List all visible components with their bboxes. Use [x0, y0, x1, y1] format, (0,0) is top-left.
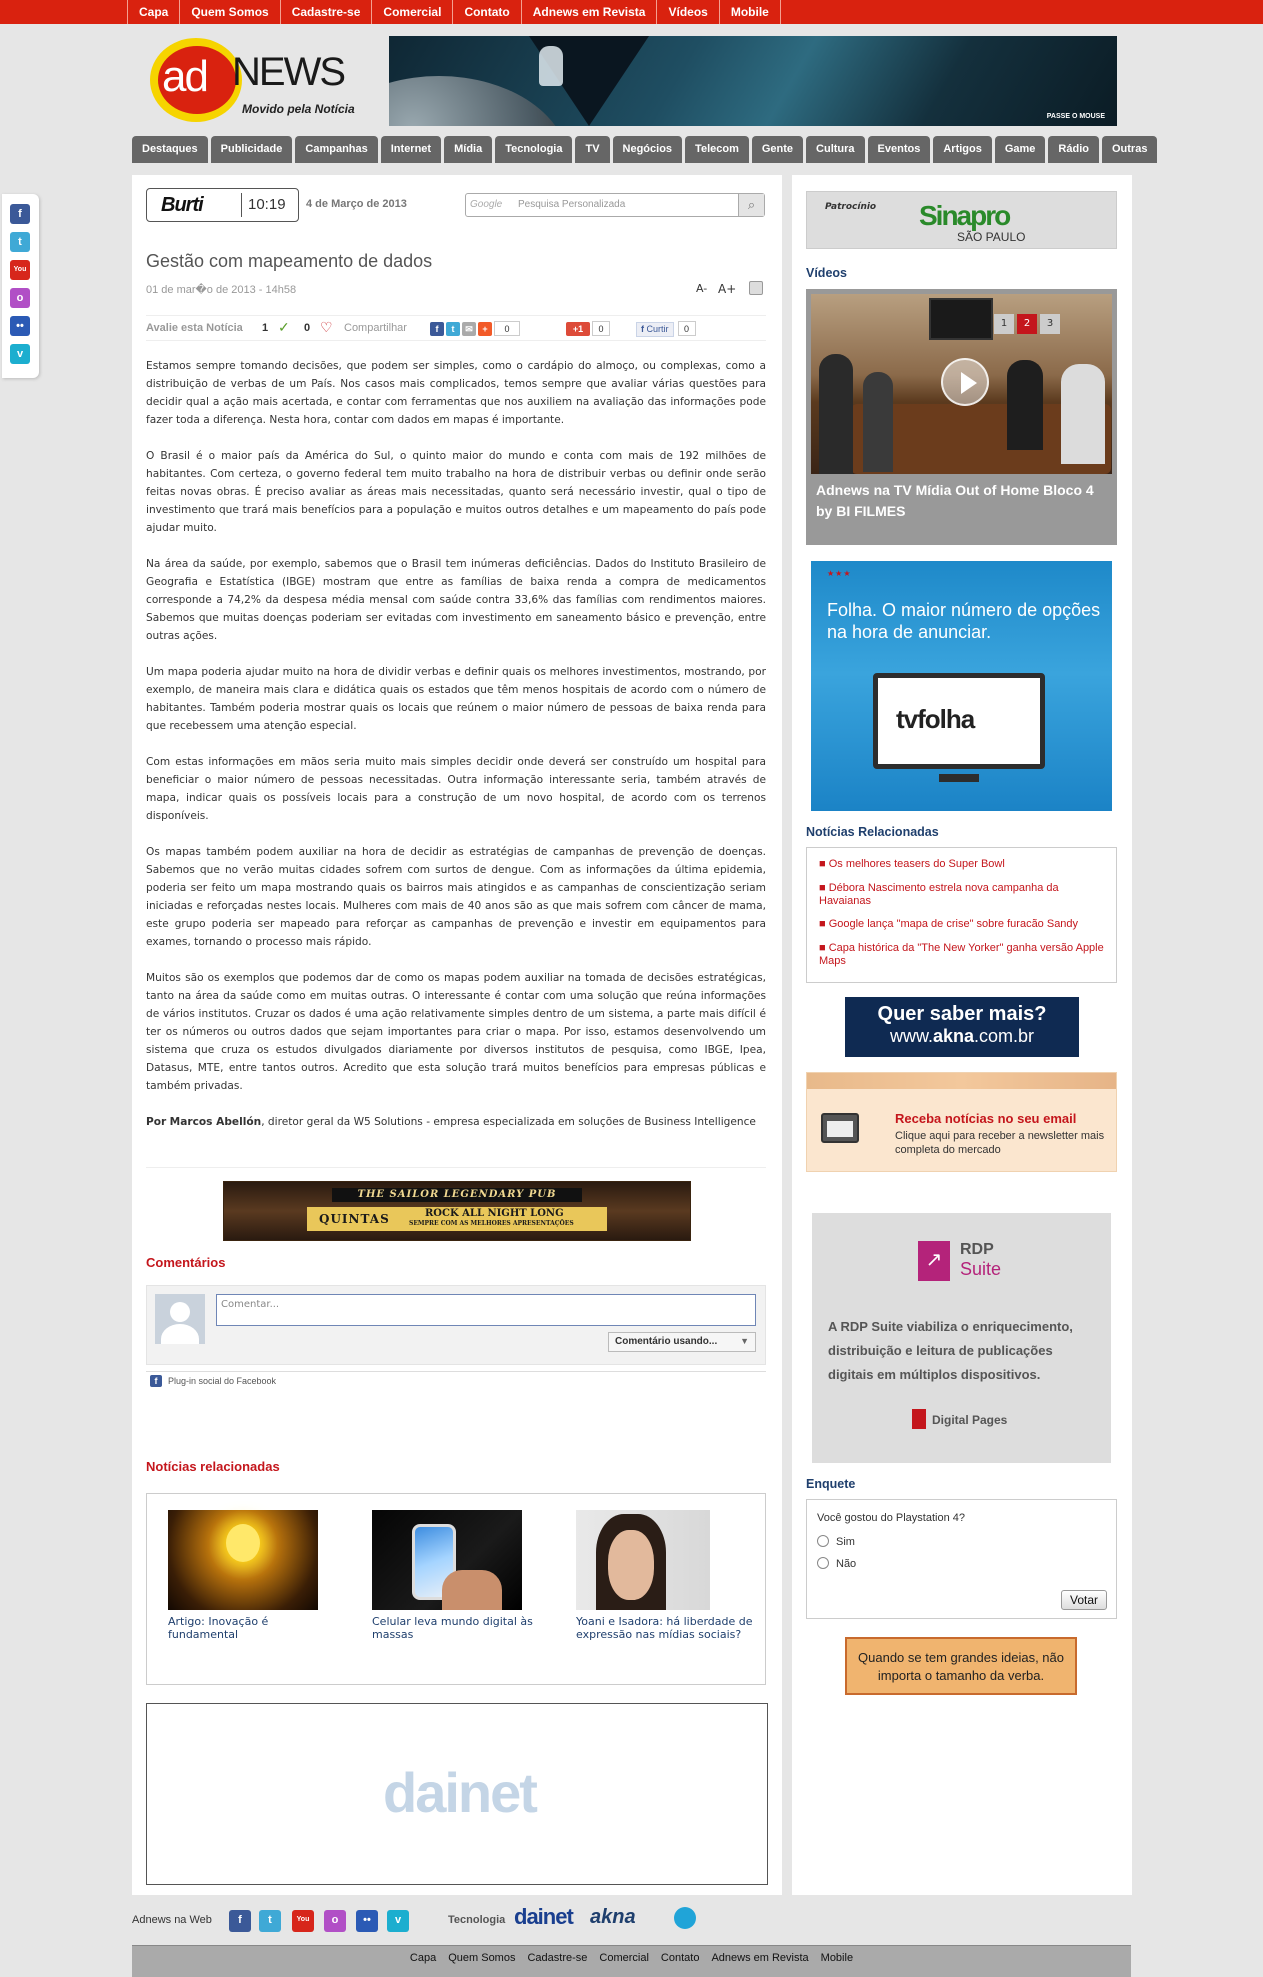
search-icon[interactable]: ⌕ [738, 194, 764, 216]
logo-ad: ad [162, 52, 207, 101]
rdp-text: A RDP Suite viabiliza o enriquecimento, distribuição e leitura de publicações digitais em múltiplos dispositivos. [828, 1319, 1073, 1382]
avatar-head [170, 1302, 190, 1322]
author-prefix: Por [146, 1116, 167, 1128]
pub-banner-ad[interactable] [223, 1181, 691, 1241]
fb-plugin-row [146, 1371, 766, 1387]
video-widget [806, 289, 1117, 545]
related-sidebar-link: Capa histórica da "The New Yorker" ganha versão Apple Maps [819, 942, 1104, 967]
share-email-icon[interactable]: ✉ [462, 322, 476, 336]
person-shape [819, 354, 853, 474]
comment-using-label: Comentário usando... [615, 1336, 718, 1347]
bullet-icon: ■ [819, 918, 829, 930]
footer-link-capa[interactable]: Capa [409, 1952, 437, 1964]
sinapro-logo: Sinapro [919, 200, 1010, 231]
footer-link-contato[interactable]: Contato [660, 1952, 700, 1964]
cat-midia[interactable]: Mídia [444, 136, 492, 163]
footer-vimeo-icon[interactable]: v [387, 1910, 409, 1932]
person-shape [1061, 364, 1105, 464]
likes-count: 1 [262, 322, 269, 334]
bullet-icon: ■ [819, 858, 829, 870]
cat-radio[interactable]: Rádio [1048, 136, 1099, 163]
video-title[interactable]: Adnews na TV Mídia Out of Home Bloco 4 by BI FILMES [816, 482, 1094, 519]
share-facebook-icon[interactable]: f [430, 322, 444, 336]
facebook-small-icon: f [150, 1375, 162, 1387]
pub-strip [307, 1207, 607, 1231]
chevron-down-icon: ▼ [740, 1336, 749, 1346]
adnews-logo[interactable] [146, 34, 356, 128]
banner-hint: PASSE O MOUSE [1046, 113, 1105, 120]
footer-dainet-logo[interactable]: dainet [514, 1904, 573, 1929]
pub-subtagline: SEMPRE COM AS MELHORES APRESENTAÇÕES [409, 1220, 574, 1227]
top-nav [127, 0, 781, 24]
bullet-icon: ■ [819, 882, 829, 894]
article-meta: 01 de mar�o de 2013 - 14h58 [146, 284, 297, 296]
burti-logo: Burti [161, 194, 203, 216]
footer-partner-icon[interactable] [674, 1907, 696, 1929]
akna-ad[interactable] [845, 997, 1079, 1057]
category-nav [132, 136, 1157, 163]
related-bottom-item[interactable]: Celular leva mundo digital às massas [372, 1615, 533, 1641]
person-shape [1007, 360, 1043, 450]
top-nav-mobile[interactable]: Mobile [719, 0, 781, 24]
font-larger-button[interactable]: A+ [718, 282, 737, 296]
newsletter-header-strip [807, 1073, 1116, 1089]
sponsor-box[interactable] [806, 191, 1117, 249]
rate-label: Avalie esta Notícia [146, 322, 243, 334]
play-triangle [961, 372, 977, 394]
ideas-ad[interactable]: Quando se tem grandes ideias, não importa o tamanho da verba. [845, 1637, 1077, 1695]
avatar-body [161, 1324, 199, 1344]
video-page-button[interactable]: 1 [994, 314, 1014, 334]
divider [146, 1167, 766, 1168]
twitter-icon[interactable]: t [10, 232, 30, 252]
related-image-phone[interactable] [372, 1510, 522, 1610]
related-sidebar-item[interactable] [819, 858, 1109, 871]
print-icon[interactable] [749, 281, 763, 295]
footer-web-label: Adnews na Web [132, 1914, 212, 1926]
akna-url [845, 1026, 1079, 1047]
related-sidebar-link: Os melhores teasers do Super Bowl [828, 858, 1005, 870]
cat-destaques[interactable]: Destaques [132, 136, 208, 163]
facebook-icon[interactable]: f [10, 204, 30, 224]
article-actions [146, 315, 766, 341]
sponsor-label: Patrocínio [825, 202, 877, 212]
gplus-count: 0 [592, 321, 610, 336]
tv-screen-shape [873, 673, 1045, 769]
fb-like-label: Curtir [646, 324, 669, 334]
related-sidebar-link: Débora Nascimento estrela nova campanha da Havaianas [819, 882, 1059, 907]
cat-negocios[interactable]: Negócios [613, 136, 683, 163]
poll-question: Você gostou do Playstation 4? [817, 1512, 965, 1524]
article-paragraph: O Brasil é o maior país da América do Sul, o quinto maior do mundo e conta com mais de 192 milhões de habitantes. Com certeza, o governo federal tem muito trabalho na hora de distribuir verbas ou definir onde serão feitas novas obras. É preciso avaliar as áreas mais necessitadas, quanto será necessário investir, qual o tipo de investimento que trará mais benefícios para a população e muitos outros detalhes e um mapeamento do país pode ajudar muito. [146, 450, 766, 534]
cat-internet[interactable]: Internet [381, 136, 441, 163]
astronaut-shape [539, 46, 563, 86]
top-nav-comercial[interactable]: Comercial [371, 0, 452, 24]
related-bottom-heading: Notícias relacionadas [146, 1459, 280, 1474]
logo-tagline: Movido pela Notícia [242, 102, 355, 116]
fb-like-button[interactable] [636, 322, 674, 337]
article-paragraph: Um mapa poderia ajudar muito na hora de dividir verbas e definir quais os melhores investimentos, mostrando, por exemplo, de maneira mais clara e didática quais os estados que têm menos hospitais de acordo com o número de habitantes. Também poderia mostrar quais os locais que reúnem o maior número de pessoas de baixa renda para que recebessem uma atenção especial. [146, 666, 766, 732]
dainet-ad[interactable] [146, 1703, 768, 1885]
tvfolha-brand: tvfolha [896, 704, 975, 734]
logo-news: NEWS [232, 50, 344, 94]
font-smaller-button[interactable]: A- [696, 282, 708, 295]
footer-orkut-icon[interactable]: o [324, 1910, 346, 1932]
digital-pages-label: Digital Pages [932, 1413, 1008, 1427]
article-paragraph: Na área da saúde, por exemplo, sabemos que o Brasil tem inúmeras deficiências. Dados do Instituto Brasileiro de Geografia e Estatística (IBGE) mostram que entre as famílias de baixa renda a compra de medicamentos corresponde a 74,2% da despesa média mensal com saúde contra 33,6% das famílias com rendimentos maiores. Sabemos que muitas doenças poderiam ser evitadas com investimento em saneamento básico e prevenção, entre outras ações. [146, 558, 766, 642]
pub-day: QUINTAS [319, 1212, 390, 1226]
top-nav-videos[interactable]: Vídeos [656, 0, 718, 24]
footer-facebook-icon[interactable]: f [229, 1910, 251, 1932]
video-thumbnail[interactable] [811, 294, 1112, 474]
folha-ad[interactable] [811, 561, 1112, 811]
envelope-paper [827, 1121, 853, 1137]
side-social-bar [2, 194, 39, 378]
poll-heading: Enquete [806, 1477, 856, 1491]
poll-radio-nao[interactable] [817, 1557, 829, 1569]
video-pager [994, 314, 1060, 334]
author-name: Marcos Abellón [169, 1116, 262, 1128]
vimeo-icon[interactable]: v [10, 344, 30, 364]
rdp-suite-ad[interactable] [812, 1213, 1111, 1463]
gplus-widget [566, 321, 610, 336]
cat-game[interactable]: Game [995, 136, 1046, 163]
cat-outras[interactable]: Outras [1102, 136, 1157, 163]
top-nav-cadastre-se[interactable]: Cadastre-se [280, 0, 372, 24]
tv-shape [929, 298, 993, 340]
comment-using-dropdown[interactable] [608, 1332, 756, 1352]
article-paragraph: Os mapas também podem auxiliar na hora de decidir as estratégias de campanhas de prevenção de doenças. Sabemos que no verão muitas cidades sofrem com surtos de dengue. Com as informações da última epidemia, poderia ser feito um mapa mostrando quais os bairros mais atingidos e as campanhas de conscientização seriam iniciadas e reforçadas nestes locais. Mulheres com mais de 40 anos são as que mais sofrem com câncer de mama, este grupo poderia ser mapeado para reforçar as campanhas de prevenção e investir em equipamentos para exames, tornando o processo mais rápido. [146, 846, 766, 948]
youtube-icon[interactable]: You [10, 260, 30, 280]
cat-telecom[interactable]: Telecom [685, 136, 749, 163]
video-page-button[interactable]: 2 [1017, 314, 1037, 334]
akna-url-brand: akna [932, 1026, 975, 1046]
related-image-portrait[interactable] [576, 1510, 710, 1610]
clock-divider [241, 193, 242, 217]
footer-twitter-icon[interactable]: t [259, 1910, 281, 1932]
cat-artigos[interactable]: Artigos [933, 136, 992, 163]
share-buttons [430, 321, 520, 336]
dainet-logo: dainet [383, 1761, 536, 1824]
footer-link-mobile[interactable]: Mobile [820, 1952, 854, 1964]
fb-like-icon: f [641, 324, 644, 334]
related-sidebar-link: Google lança "mapa de crise" sobre furacão Sandy [828, 918, 1079, 930]
related-sidebar-item[interactable] [819, 942, 1109, 968]
bullet-icon: ■ [819, 942, 829, 954]
sinapro-city: SÃO PAULO [957, 230, 1026, 244]
article-paragraph: Com estas informações em mãos seria muito mais simples decidir onde deverá ser construído um hospital para beneficiar o maior número de pessoas necessitadas. Outra informação interessante seria, também através de mapa, indicar quais os possíveis locais para a construção de um novo hospital, de acordo com os terrenos disponíveis. [146, 756, 766, 822]
digital-pages-icon [912, 1409, 926, 1429]
article-body [146, 357, 766, 1149]
footer-link-quem-somos[interactable]: Quem Somos [448, 1952, 516, 1964]
video-page-button[interactable]: 3 [1040, 314, 1060, 334]
related-bottom-box [146, 1493, 766, 1685]
article-paragraph: Muitos são os exemplos que podemos dar de como os mapas podem auxiliar na tomada de decisões estratégicas, tanto na área da saúde como em muitas outras. O interessante é contar com uma solução que reúna informações de vários institutos. Cruzar os dados é uma ação relativamente simples dentro de um sistema, a parte mais difícil é ter os números ou outros dados que sejam importantes para criar o mapa. Por isso, estamos desenvolvendo um sistema que cruza os estudos divulgados diariamente por diversos institutos de pesquisa, como IBGE, Ipea, Datasus, MTE, entre tantos outros. Acredito que esta solução trará muitos benefícios para empresas públicas e também privadas. [146, 972, 766, 1092]
cat-publicidade[interactable]: Publicidade [211, 136, 293, 163]
top-nav-contato[interactable]: Contato [452, 0, 520, 24]
burti-clock [146, 188, 299, 222]
poll-option-label: Sim [836, 1536, 855, 1548]
vote-button[interactable]: Votar [1061, 1590, 1107, 1610]
footer-youtube-icon[interactable]: You [292, 1910, 314, 1932]
footer-flickr-icon[interactable]: •• [356, 1910, 378, 1932]
face-shape [608, 1530, 654, 1600]
thumbs-up-icon[interactable]: ✓ [278, 319, 290, 335]
related-sidebar-box [806, 847, 1117, 983]
top-nav-capa[interactable]: Capa [127, 0, 179, 24]
share-more-icon[interactable]: + [478, 322, 492, 336]
footer-bar [132, 1945, 1131, 1977]
dislikes-count: 0 [304, 322, 311, 334]
tv-stand-shape [939, 774, 979, 782]
cat-gente[interactable]: Gente [752, 136, 803, 163]
pub-tagline: ROCK ALL NIGHT LONG [425, 1208, 564, 1219]
hand-shape [442, 1570, 502, 1610]
tvfolha-logo [896, 704, 974, 735]
article-title: Gestão com mapeamento de dados [146, 251, 433, 271]
pub-name: THE SAILOR LEGENDARY PUB [332, 1188, 582, 1202]
top-banner-ad[interactable] [389, 36, 1117, 126]
article-paragraph: Estamos sempre tomando decisões, que podem ser simples, como o cardápio do almoço, ou complexas, como a distribuição de verbas de um País. Nos casos mais complicados, temos sempre que avaliar várias questões para decidir qual a ação mais acertada, e contar com ferramentas que nos auxiliem na avaliação das informações pode fazer toda a diferença. Nesta hora, contar com dados em mapas é importante. [146, 360, 766, 426]
poll-radio-sim[interactable] [817, 1535, 829, 1547]
orkut-icon[interactable]: o [10, 288, 30, 308]
footer-akna-logo[interactable]: akna [590, 1906, 636, 1928]
fb-like-widget [636, 321, 696, 337]
search-input[interactable] [465, 193, 765, 217]
share-label: Compartilhar [344, 322, 407, 334]
newsletter-text: Clique aqui para receber a newsletter mais completa do mercado [895, 1130, 1105, 1156]
share-twitter-icon[interactable]: t [446, 322, 460, 336]
clock-time: 10:19 [248, 196, 286, 213]
author-description: , diretor geral da W5 Solutions - empresa especializada em soluções de Business Intelligence [261, 1116, 756, 1128]
related-bottom-item[interactable]: Artigo: Inovação é fundamental [168, 1615, 269, 1641]
newsletter-title: Receba notícias no seu email [895, 1111, 1077, 1126]
share-count: 0 [494, 321, 520, 336]
comments-heading: Comentários [146, 1255, 226, 1270]
cat-eventos[interactable]: Eventos [868, 136, 931, 163]
google-label: Google [470, 199, 503, 210]
videos-heading: Vídeos [806, 266, 847, 280]
rdp-brand: RDP [960, 1241, 994, 1258]
related-bottom-item[interactable]: Yoani e Isadora: há liberdade de expressão nas mídias sociais? [576, 1615, 753, 1641]
current-date: 4 de Março de 2013 [306, 198, 407, 210]
related-image-bulb[interactable] [168, 1510, 318, 1610]
comment-box [146, 1285, 766, 1365]
cat-tecnologia[interactable]: Tecnologia [495, 136, 572, 163]
gplus-button[interactable]: +1 [566, 322, 590, 336]
akna-url-tld: .com.br [974, 1026, 1035, 1046]
article-author [146, 1113, 766, 1131]
person-shape [863, 372, 893, 472]
fb-plugin-label[interactable]: Plug-in social do Facebook [168, 1376, 277, 1386]
folha-text: Folha. O maior número de opções na hora de anunciar. [827, 600, 1101, 642]
related-sidebar-item[interactable] [819, 882, 1109, 908]
footer-link-cadastre-se[interactable]: Cadastre-se [527, 1952, 588, 1964]
newsletter-box[interactable] [806, 1072, 1117, 1172]
akna-headline: Quer saber mais? [877, 1003, 1047, 1025]
thumbs-down-icon[interactable]: ♡ [320, 319, 333, 335]
akna-url-prefix: www. [889, 1026, 933, 1046]
footer-tech-label: Tecnologia [448, 1914, 506, 1926]
cat-tv[interactable]: TV [575, 136, 609, 163]
fb-like-count: 0 [678, 321, 696, 336]
flickr-icon[interactable]: •• [10, 316, 30, 336]
rdp-suite-label: Suite [960, 1259, 1002, 1279]
avatar [155, 1294, 205, 1344]
rdp-arrow-icon: ↗ [918, 1241, 950, 1281]
related-sidebar-heading: Notícias Relacionadas [806, 825, 939, 839]
cat-cultura[interactable]: Cultura [806, 136, 865, 163]
footer-link-revista[interactable]: Adnews em Revista [711, 1952, 809, 1964]
poll-option-label: Não [836, 1558, 857, 1570]
bulb-shape [226, 1524, 260, 1562]
play-icon[interactable] [941, 358, 989, 406]
top-nav-quem-somos[interactable]: Quem Somos [179, 0, 279, 24]
envelope-icon [821, 1113, 859, 1143]
poll-box [806, 1499, 1117, 1619]
cat-campanhas[interactable]: Campanhas [295, 136, 377, 163]
related-sidebar-item[interactable] [819, 918, 1109, 931]
folha-stars: ★★★ [827, 569, 852, 578]
top-nav-revista[interactable]: Adnews em Revista [521, 0, 657, 24]
search-placeholder: Pesquisa Personalizada [518, 199, 626, 210]
footer-link-comercial[interactable]: Comercial [599, 1952, 649, 1964]
comment-input[interactable]: Comentar... [216, 1294, 756, 1326]
